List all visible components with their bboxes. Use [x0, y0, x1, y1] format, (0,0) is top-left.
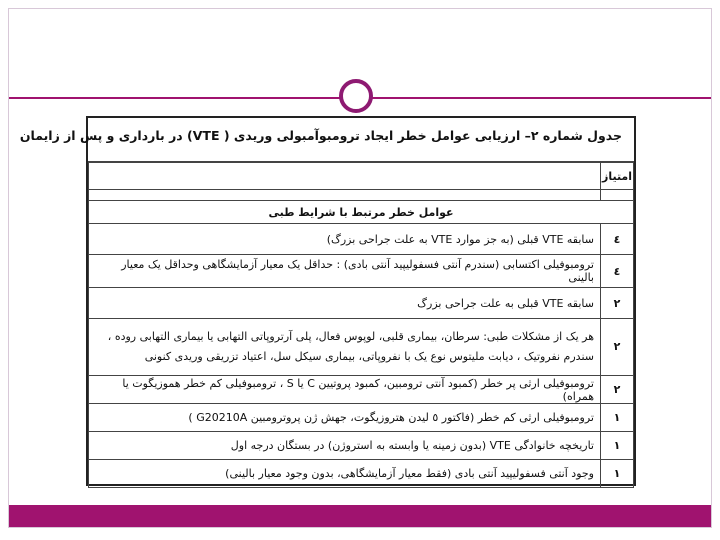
- table-title: جدول شماره ۲– ارزیابی عوامل خطر ایجاد ترومبوآمبولی وریدی ( VTE) در بارداری و پس از زایمان: [88, 118, 634, 162]
- document-table-image: [19, 116, 636, 486]
- score-column-header: امتیاز: [601, 163, 634, 190]
- row-text: ترومبوفیلی ارثی پر خطر (کمبود آنتی ترومبین، کمبود پروتیین C یا S ، ترومبوفیلی کم خطر هموزیگوت یا همراه): [89, 376, 601, 404]
- table-row: [89, 319, 634, 376]
- table-row: [89, 404, 634, 432]
- row-text: هر یک از مشکلات طبی: سرطان، بیماری قلبی، لوپوس فعال، پلی آرتروپاتی التهابی یا بیماری التهابی روده ، سندرم نفروتیک ، دیابت ملیتوس نوع یک با نفروپاتی، بیماری سیکل سل، اعتیاد تزریقی وریدی کنونی: [89, 319, 601, 376]
- row-text: ترومبوفیلی اکتسابی (سندرم آنتی فسفولیپید آنتی بادی) : حداقل یک معیار آزمایشگاهی وحداقل یک معیار بالینی: [89, 255, 601, 288]
- row-text: سابقه VTE قبلی (به جز موارد VTE به علت جراحی بزرگ): [89, 224, 601, 255]
- table-row: [89, 460, 634, 488]
- row-text: وجود آنتی فسفولیپید آنتی بادی (فقط معیار آزمایشگاهی، بدون وجود معیار بالینی): [89, 460, 601, 488]
- row-score: ١: [601, 460, 634, 488]
- row-score: ۲: [601, 319, 634, 376]
- risk-factor-table: [88, 162, 634, 488]
- row-score: ۲: [601, 376, 634, 404]
- slide-footer-band: [9, 505, 711, 527]
- row-score: ١: [601, 432, 634, 460]
- row-score: ۲: [601, 288, 634, 319]
- table-row: [89, 224, 634, 255]
- row-score: ٤: [601, 224, 634, 255]
- divider-ornament-circle: [339, 79, 373, 113]
- row-text: ترومبوفیلی ارثی کم خطر (فاکتور ٥ لیدن هتروزیگوت، جهش ژن پروترومبین G20210A ): [89, 404, 601, 432]
- spacer-row: [89, 190, 634, 201]
- table-row: [89, 432, 634, 460]
- row-score: ٤: [601, 255, 634, 288]
- table-row: [89, 288, 634, 319]
- section-title: عوامل خطر مرتبط با شرایط طبی: [89, 201, 634, 224]
- row-text: سابقه VTE قبلی به علت جراحی بزرگ: [89, 288, 601, 319]
- table-row: [89, 255, 634, 288]
- empty-header-cell: [89, 163, 601, 190]
- table-row: [89, 376, 634, 404]
- row-text: تاریخچه خانوادگی VTE (بدون زمینه یا وابسته به استروژن) در بستگان درجه اول: [89, 432, 601, 460]
- table-header-row: [89, 163, 634, 190]
- row-score: ١: [601, 404, 634, 432]
- section-header-row: [89, 201, 634, 224]
